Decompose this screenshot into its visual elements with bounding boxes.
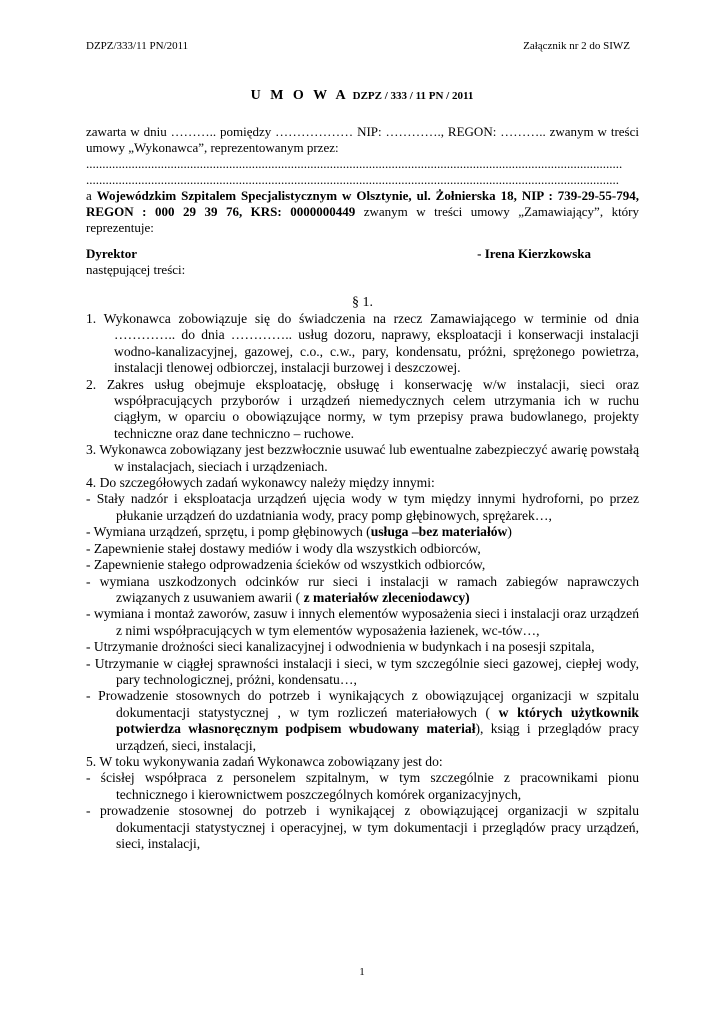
party-paragraph bbox=[86, 188, 639, 236]
representative bbox=[86, 246, 639, 278]
section-list bbox=[86, 311, 639, 852]
dash-item-5 bbox=[86, 574, 639, 607]
duty-item-1: - ścisłej współpraca z personelem szpitalnym, w tym szczególnie z pracownikami pionu technicznego i kierownictwem poszczególnych komórek organizacyjnych, bbox=[86, 770, 639, 802]
dash-item-3: - Zapewnienie stałej dostawy mediów i wody dla wszystkich odbiorców, bbox=[86, 540, 481, 556]
section-heading: § 1. bbox=[352, 295, 373, 310]
title-word: U M O W A bbox=[250, 88, 349, 103]
header-attachment: Załącznik nr 2 do SIWZ bbox=[523, 40, 630, 52]
dash-item-4: - Zapewnienie stałego odprowadzenia ścieków od wszystkich odbiorców, bbox=[86, 557, 486, 573]
dash-item-8: - Utrzymanie w ciągłej sprawności instalacji i sieci, w tym szczególnie sieci gazowej, ciepłej wody, pary technologicznej, próżni, kondensatu…, bbox=[86, 655, 639, 687]
party-rest: zwanym w treści umowy „Zamawiający”, który reprezentuje: bbox=[86, 204, 640, 235]
page-number: 1 bbox=[359, 966, 365, 978]
title-ref: DZPZ / 333 / 11 PN / 2011 bbox=[352, 90, 474, 102]
header-reference: DZPZ/333/11 PN/2011 bbox=[86, 40, 189, 52]
list-item-3: 3. Wykonawca zobowiązany jest bezzwłocznie usuwać lub ewentualne zabezpieczyć awarię powstałą w instalacjach, sieciach i urządzeniach. bbox=[86, 442, 639, 474]
party-prefix: a bbox=[86, 188, 92, 203]
dash-item-9-end: ), ksiąg i przeglądów pracy urządzeń, sieci, instalacji, bbox=[116, 721, 639, 753]
dots-line-2: .................................................................................................................................................................... bbox=[86, 172, 619, 187]
dash-item-1: - Stały nadzór i eksploatacja urządzeń ujęcia wody w tym między innymi hydroforni, po przez płukanie urządzeń do uzdatniania wody, pracy pomp głębinowych, sprężarek…, bbox=[86, 491, 639, 523]
dash-item-2-bold: usługa –bez materiałów bbox=[370, 524, 508, 540]
dash-item-2-end: ) bbox=[507, 524, 512, 540]
list-item-1: 1. Wykonawca zobowiązuje się do świadczenia na rzecz Zamawiającego w terminie od dnia ………….. do dnia ………….. usług dozoru, naprawy, eksploatacji i konserwacji instalacji wodno-kanalizacyjnej, gazowej, c.o., c.w., pary, kondensatu, próżni, sprężonego powietrza, instalacji tlenowej odbiorczej, instalacji burzowej i deszczowej. bbox=[86, 311, 639, 376]
duty-item-2: - prowadzenie stosownej do potrzeb i wynikającej z obowiązującej organizacji w szpitalu dokumentacji statystycznej i operacyjnej, w tym dokumentacji i przeglądów pracy urządzeń, sieci, instalacji, bbox=[86, 803, 639, 851]
list-item-5: 5. W toku wykonywania zadań Wykonawca zobowiązany jest do: bbox=[86, 753, 443, 769]
following-text: następującej treści: bbox=[86, 262, 186, 277]
party-details: Wojewódzkim Szpitalem Specjalistycznym w Olsztynie, ul. Żołnierska 18, NIP : 739-29-55-794, REGON : 000 29 39 76, KRS: 0000000449 bbox=[86, 188, 640, 219]
rep-name: - Irena Kierzkowska bbox=[477, 246, 591, 261]
dots-line-1: ..................................................................................................................................................................... bbox=[86, 156, 623, 171]
dash-item-7: - Utrzymanie drożności sieci kanalizacyjnej i odwodnienia w budynkach i na posesji szpitala, bbox=[86, 639, 595, 655]
document-title bbox=[0, 88, 724, 104]
dash-item-9-bold: w których użytkownik potwierdza własnoręcznym podpisem wbudowany materiał bbox=[116, 704, 639, 737]
dash-item-2 bbox=[86, 524, 639, 540]
list-item-4: 4. Do szczegółowych zadań wykonawcy należy między innymi: bbox=[86, 475, 435, 491]
intro-paragraph bbox=[86, 124, 639, 236]
dash-item-5-text: - wymiana uszkodzonych odcinków rur sieci i instalacji w ramach zabiegów naprawczych związanych z usuwaniem awarii ( bbox=[86, 573, 639, 605]
list-item-2: 2. Zakres usług obejmuje eksploatację, obsługę i konserwację w/w instalacji, sieci oraz współpracujących przyborów i urządzeń niemedycznych celem utrzymania ich w ruchu ciągłym, w oparciu o obowiązujące normy, w tym przepisy prawa budowlanego, projekty techniczne oraz dane techniczno – ruchowe. bbox=[86, 376, 639, 441]
intro-line: zawarta w dniu ……….. pomiędzy ……………… NIP: …………., REGON: ……….. zwanym w treści umowy „Wykonawca”, reprezentowanym przez: bbox=[86, 124, 639, 155]
dash-item-2-text: - Wymiana urządzeń, sprzętu, i pomp głębinowych ( bbox=[86, 524, 371, 540]
dash-item-9 bbox=[86, 688, 639, 754]
dash-item-6: - wymiana i montaż zaworów, zasuw i innych elementów wyposażenia sieci i instalacji oraz urządzeń z nimi współpracujących w tym elementów wyposażenia łazienek, wc-tów…, bbox=[86, 606, 639, 638]
dash-item-5-bold: z materiałów zleceniodawcy) bbox=[300, 589, 470, 605]
dash-item-9-text: - Prowadzenie stosownych do potrzeb i wynikających z obowiązującej organizacji w szpitalu dokumentacji statystycznej , w tym rozliczeń materiałowych ( bbox=[86, 688, 639, 720]
rep-role: Dyrektor bbox=[86, 246, 138, 261]
